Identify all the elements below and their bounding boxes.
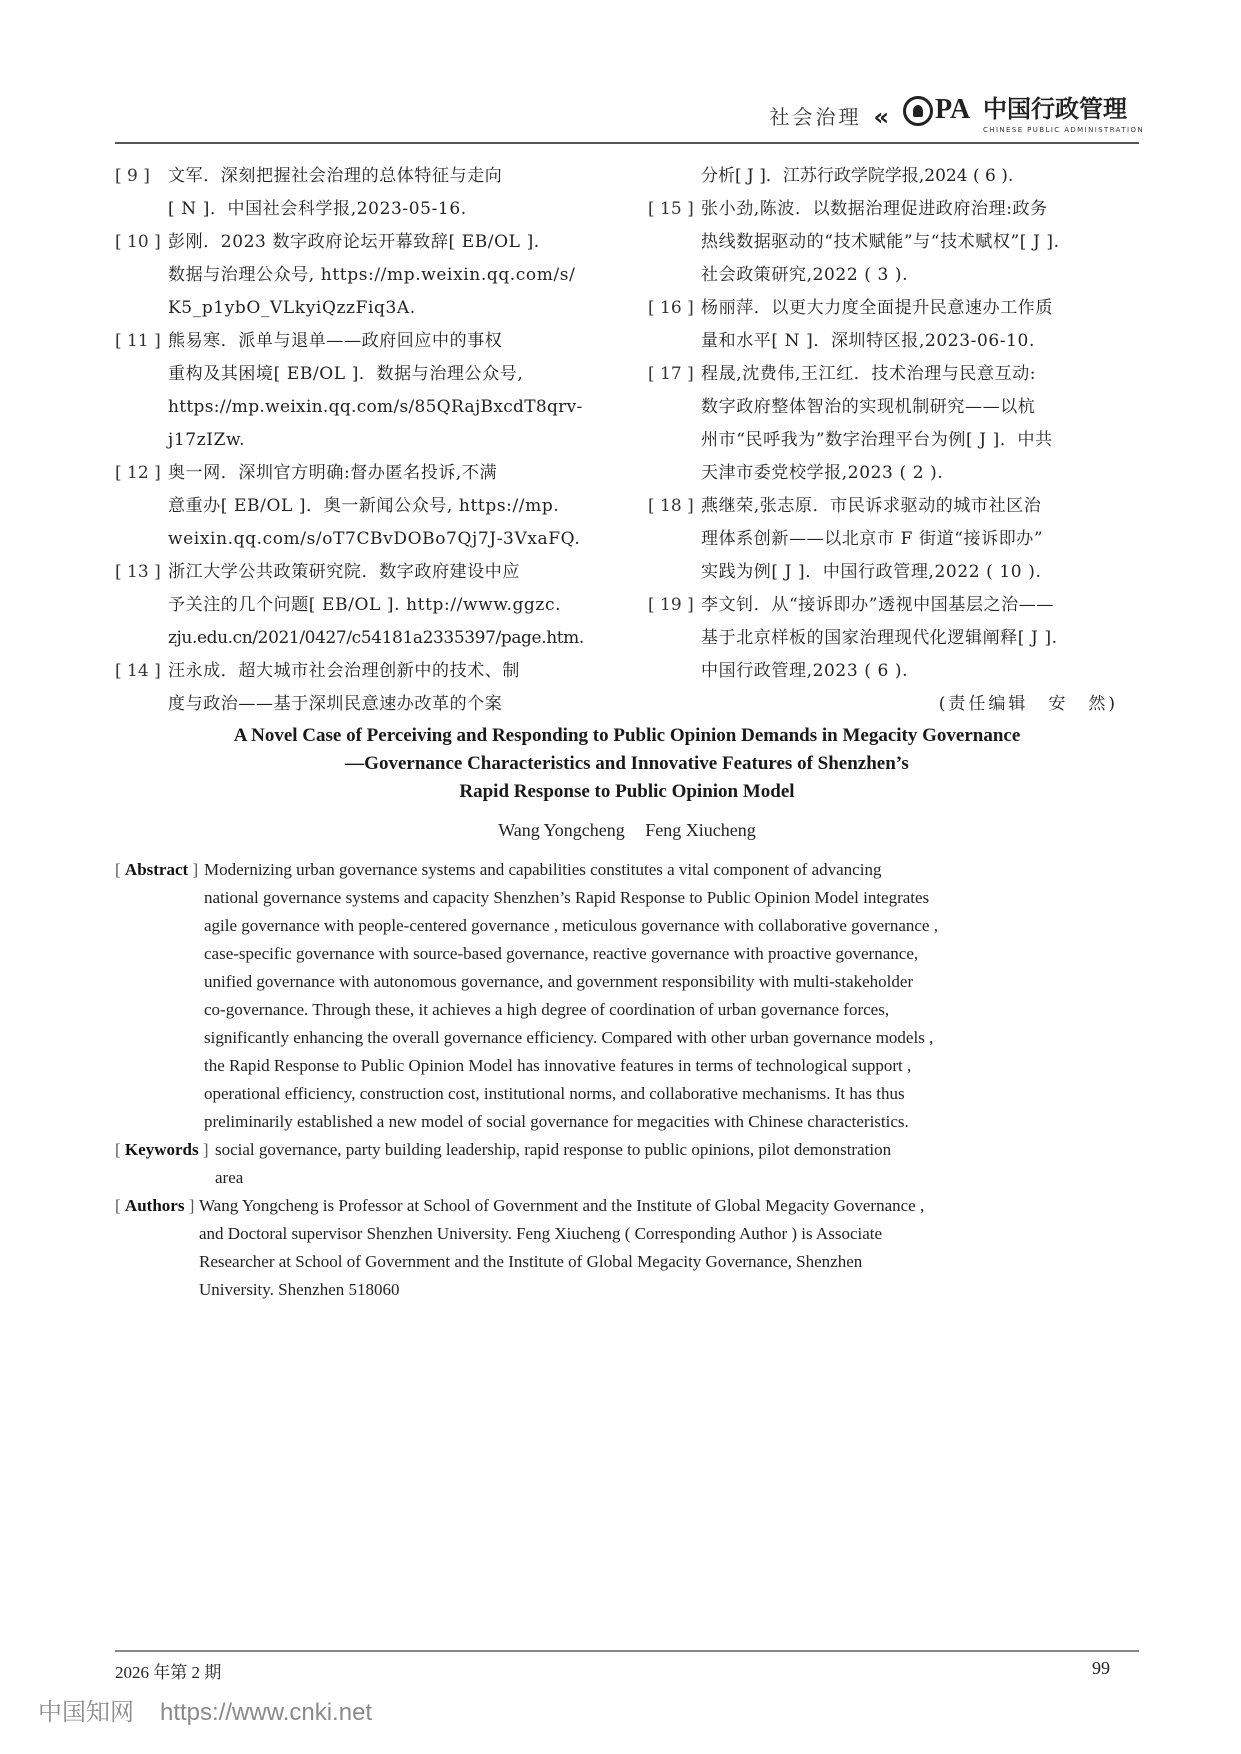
reference-line: 文军．深刻把握社会治理的总体特征与走向 bbox=[168, 166, 503, 186]
reference-line: 数据与治理公众号, https://mp.weixin.qq.com/s/ bbox=[168, 265, 576, 285]
abstract-section bbox=[115, 856, 1139, 1136]
reference-item bbox=[115, 325, 585, 457]
logo-english-name: CHINESE PUBLIC ADMINISTRATION bbox=[983, 126, 1145, 134]
authors-text bbox=[199, 1192, 1139, 1304]
reference-number: [ 15 ] bbox=[648, 199, 694, 219]
text-line: Researcher at School of Government and the Institute of Global Megacity Governance, Shenzhen bbox=[199, 1252, 863, 1271]
reference-line: 张小劲,陈波．以数据治理促进政府治理:政务 bbox=[701, 199, 1048, 219]
reference-item bbox=[648, 589, 1118, 688]
journal-logo bbox=[903, 92, 1145, 138]
reference-line: 实践为例[ J ]．中国行政管理,2022 ( 10 ). bbox=[701, 562, 1042, 582]
reference-line: 热线数据驱动的“技术赋能”与“技术赋权”[ J ]. bbox=[701, 232, 1060, 252]
abstract-label: [ Abstract ] bbox=[115, 860, 199, 879]
english-title bbox=[115, 722, 1139, 806]
reference-line: 李文钊．从“接诉即办”透视中国基层之治—— bbox=[701, 595, 1054, 615]
reference-line: 奥一网．深圳官方明确:督办匿名投诉,不满 bbox=[168, 463, 498, 483]
reference-item bbox=[648, 292, 1118, 358]
english-authors bbox=[115, 818, 1139, 842]
logo-chinese-name: 中国行政管理 bbox=[983, 94, 1127, 123]
watermark-site-name: 中国知网 bbox=[38, 1698, 134, 1726]
text-line: national governance systems and capacity Shenzhen’s Rapid Response to Public Opinion Model integrates bbox=[204, 888, 930, 907]
reference-line: 度与政治——基于深圳民意速办改革的个案 bbox=[168, 694, 503, 714]
header-rule bbox=[115, 142, 1139, 144]
reference-number: [ 12 ] bbox=[115, 463, 161, 483]
reference-line: 予关注的几个问题[ EB/OL ]. http://www.ggzc. bbox=[168, 595, 562, 615]
title-line: Rapid Response to Public Opinion Model bbox=[459, 781, 795, 802]
text-line: case-specific governance with source-based governance, reactive governance with proactive governance, bbox=[204, 944, 919, 963]
page-number: 99 bbox=[1092, 1658, 1110, 1678]
reference-line: zju.edu.cn/2021/0427/c54181a2335397/page.htm. bbox=[168, 628, 584, 648]
reference-line: 基于北京样板的国家治理现代化逻辑阐释[ J ]. bbox=[701, 628, 1058, 648]
text-line: significantly enhancing the overall governance efficiency. Compared with other urban governance models , bbox=[204, 1028, 934, 1047]
keywords-label: [ Keywords ] bbox=[115, 1140, 209, 1159]
abstract-text bbox=[204, 856, 1139, 1136]
reference-line: 数字政府整体智治的实现机制研究——以杭 bbox=[701, 397, 1036, 417]
reference-line: 杨丽萍．以更大力度全面提升民意速办工作质 bbox=[701, 298, 1053, 318]
reference-number: [ 19 ] bbox=[648, 595, 694, 615]
title-line: A Novel Case of Perceiving and Responding to Public Opinion Demands in Megacity Governance bbox=[233, 725, 1021, 746]
issue-label: 2026 年第 2 期 bbox=[115, 1663, 222, 1682]
references-left-column bbox=[115, 160, 585, 721]
reference-line: 程晟,沈费伟,王江红．技术治理与民意互动: bbox=[701, 364, 1037, 384]
reference-item bbox=[115, 556, 585, 655]
cnki-watermark bbox=[38, 1692, 372, 1727]
text-line: and Doctoral supervisor Shenzhen University. Feng Xiucheng ( Corresponding Author ) is Associate bbox=[199, 1224, 883, 1243]
reference-number: [ 16 ] bbox=[648, 298, 694, 318]
reference-item bbox=[115, 226, 585, 325]
section-name: 社会治理 bbox=[769, 105, 862, 129]
reference-number: [ 14 ] bbox=[115, 661, 161, 681]
text-line: unified governance with autonomous governance, and government responsibility with multi-stakeholder bbox=[204, 972, 914, 991]
reference-number: [ 17 ] bbox=[648, 364, 694, 384]
text-line: area bbox=[215, 1168, 244, 1187]
author-name: Wang Yongcheng bbox=[498, 820, 625, 840]
text-line: agile governance with people-centered governance , meticulous governance with collaborative governance , bbox=[204, 916, 938, 935]
text-line: operational efficiency, construction cost, institutional norms, and collaborative mechanisms. It has thus bbox=[204, 1084, 905, 1103]
double-chevron-icon: « bbox=[873, 103, 889, 131]
watermark-url[interactable]: https://www.cnki.net bbox=[160, 1699, 373, 1726]
reference-number: [ 9 ] bbox=[115, 166, 150, 186]
reference-item bbox=[115, 160, 585, 226]
footer-rule bbox=[115, 1650, 1139, 1652]
keywords-text bbox=[215, 1136, 1139, 1192]
keywords-section bbox=[115, 1136, 1139, 1192]
text-line: Wang Yongcheng is Professor at School of Government and the Institute of Global Megacity Governance , bbox=[199, 1196, 925, 1215]
reference-number: [ 10 ] bbox=[115, 232, 161, 252]
authors-label: [ Authors ] bbox=[115, 1196, 195, 1215]
header-section-group bbox=[769, 104, 889, 130]
text-line: preliminarily established a new model of social governance for megacities with Chinese characteristics. bbox=[204, 1112, 909, 1131]
reference-line: 熊易寒．派单与退单——政府回应中的事权 bbox=[168, 331, 503, 351]
running-header bbox=[115, 92, 1145, 144]
reference-number: [ 13 ] bbox=[115, 562, 161, 582]
reference-line: 燕继荣,张志原．市民诉求驱动的城市社区治 bbox=[701, 496, 1042, 516]
emblem-icon bbox=[903, 96, 933, 126]
text-line: social governance, party building leadership, rapid response to public opinions, pilot demonstration bbox=[215, 1140, 892, 1159]
reference-line: 意重办[ EB/OL ]．奥一新闻公众号, https://mp. bbox=[168, 496, 560, 516]
reference-item bbox=[648, 490, 1118, 589]
reference-line: https://mp.weixin.qq.com/s/85QRajBxcdT8qrv- bbox=[168, 397, 583, 417]
reference-line: K5_p1ybO_VLkyiQzzFiq3A. bbox=[168, 298, 416, 318]
reference-line: 天津市委党校学报,2023 ( 2 ). bbox=[701, 463, 944, 483]
reference-item bbox=[115, 457, 585, 556]
author-name: Feng Xiucheng bbox=[645, 820, 756, 840]
authors-section bbox=[115, 1192, 1139, 1304]
reference-line: [ N ]．中国社会科学报,2023-05-16. bbox=[168, 199, 467, 219]
text-line: co-governance. Through these, it achieves a high degree of coordination of urban governance forces, bbox=[204, 1000, 890, 1019]
logo-mark-text: PA bbox=[935, 94, 971, 125]
text-line: the Rapid Response to Public Opinion Model has innovative features in terms of technological support , bbox=[204, 1056, 912, 1075]
editor-note: (责任编辑 安 然) bbox=[938, 694, 1118, 714]
text-line: University. Shenzhen 518060 bbox=[199, 1280, 400, 1299]
reference-line: 重构及其困境[ EB/OL ]．数据与治理公众号, bbox=[168, 364, 524, 384]
reference-number: [ 11 ] bbox=[115, 331, 161, 351]
reference-line: 理体系创新——以北京市 F 街道“接诉即办” bbox=[701, 529, 1044, 549]
reference-item bbox=[115, 655, 585, 721]
reference-line: weixin.qq.com/s/oT7CBvDOBo7Qj7J-3VxaFQ. bbox=[168, 529, 581, 549]
reference-line: 量和水平[ N ]．深圳特区报,2023-06-10. bbox=[701, 331, 1035, 351]
title-line: —Governance Characteristics and Innovative Features of Shenzhen’s bbox=[345, 753, 909, 774]
reference-line: 汪永成．超大城市社会治理创新中的技术、制 bbox=[168, 661, 520, 681]
reference-number: [ 18 ] bbox=[648, 496, 694, 516]
reference-line: 州市“民呼我为”数字治理平台为例[ J ]．中共 bbox=[701, 430, 1053, 450]
reference-line: 社会政策研究,2022 ( 3 ). bbox=[701, 265, 909, 285]
reference-line: 中国行政管理,2023 ( 6 ). bbox=[701, 661, 909, 681]
reference-line: 浙江大学公共政策研究院．数字政府建设中应 bbox=[168, 562, 520, 582]
references-right-column bbox=[648, 160, 1118, 721]
reference-item bbox=[648, 358, 1118, 490]
reference-line: 彭刚．2023 数字政府论坛开幕致辞[ EB/OL ]. bbox=[168, 232, 540, 252]
reference-item bbox=[648, 193, 1118, 292]
reference-line: j17zIZw. bbox=[168, 430, 246, 450]
reference-continuation: 分析[ J ]．江苏行政学院学报,2024 ( 6 ). bbox=[701, 166, 1014, 186]
text-line: Modernizing urban governance systems and capabilities constitutes a vital component of advancing bbox=[204, 860, 882, 879]
